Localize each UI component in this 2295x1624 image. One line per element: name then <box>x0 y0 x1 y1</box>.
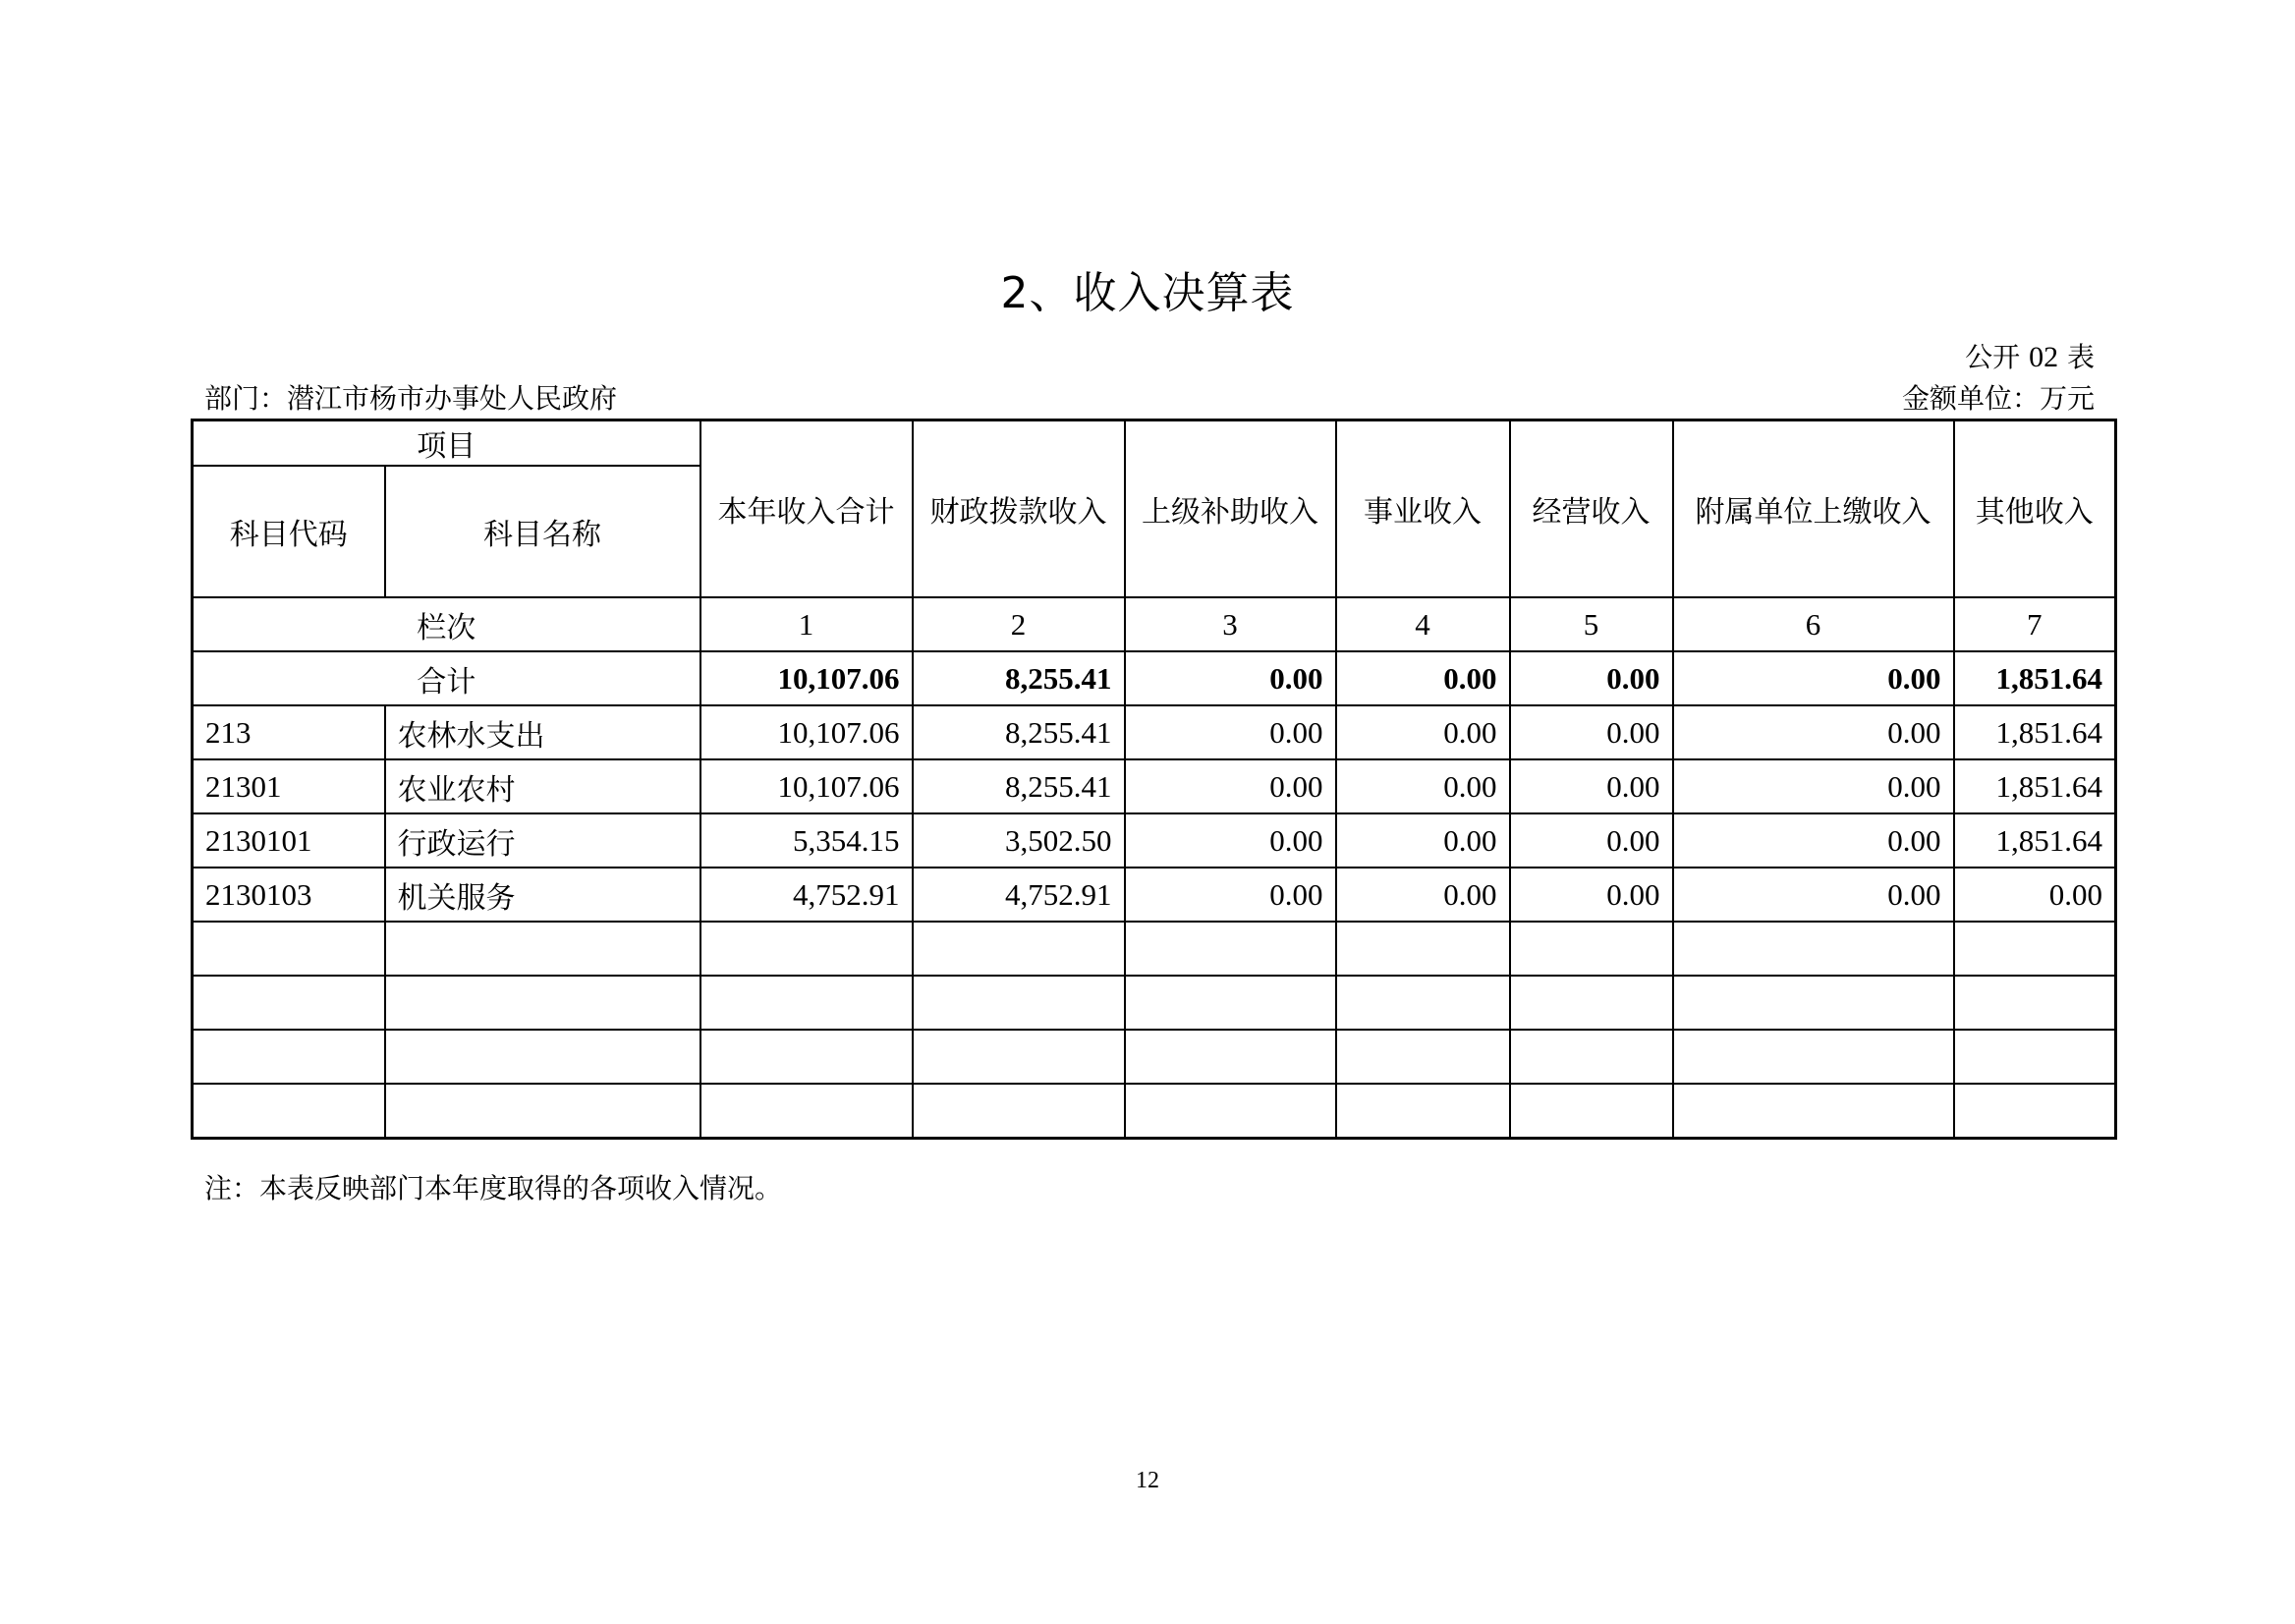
table-row <box>193 705 2116 759</box>
row-cell: 0.00 <box>1673 759 1954 813</box>
table-row <box>193 759 2116 813</box>
total-cell: 10,107.06 <box>700 651 913 705</box>
header-col-2: 财政拨款收入 <box>913 420 1125 598</box>
form-number-value: 02 <box>2029 341 2059 373</box>
row-cell: 0.00 <box>1336 759 1510 813</box>
table-note: 注：本表反映部门本年度取得的各项收入情况。 <box>204 1172 783 1204</box>
row-cell: 0.00 <box>1510 759 1673 813</box>
header-col-5: 经营收入 <box>1510 420 1673 598</box>
header-row-1 <box>193 420 2116 467</box>
total-row <box>193 651 2116 705</box>
empty-row <box>193 1030 2116 1084</box>
row-cell: 8,255.41 <box>913 705 1125 759</box>
row-code: 21301 <box>193 759 385 813</box>
amount-unit-label: 金额单位：万元 <box>1901 382 2095 415</box>
row-cell: 0.00 <box>1510 705 1673 759</box>
row-cell: 0.00 <box>1336 813 1510 868</box>
total-cell: 1,851.64 <box>1954 651 2116 705</box>
row-cell: 0.00 <box>1673 813 1954 868</box>
row-cell: 0.00 <box>1125 705 1336 759</box>
row-cell: 0.00 <box>1336 868 1510 922</box>
row-name: 机关服务 <box>385 868 700 922</box>
column-number: 7 <box>1954 597 2116 651</box>
row-cell: 0.00 <box>1510 813 1673 868</box>
page-title: 2、收入决算表 <box>1000 268 1295 318</box>
column-number: 3 <box>1125 597 1336 651</box>
row-name: 农林水支出 <box>385 705 700 759</box>
header-code: 科目代码 <box>193 466 385 597</box>
row-cell: 10,107.06 <box>700 705 913 759</box>
empty-row <box>193 976 2116 1030</box>
row-cell: 0.00 <box>1125 759 1336 813</box>
form-number-suffix: 表 <box>2066 341 2095 373</box>
row-cell: 0.00 <box>1336 705 1510 759</box>
row-cell: 8,255.41 <box>913 759 1125 813</box>
header-col-6: 附属单位上缴收入 <box>1673 420 1954 598</box>
row-name: 农业农村 <box>385 759 700 813</box>
form-number <box>1965 336 2095 375</box>
header-name: 科目名称 <box>385 466 700 597</box>
row-cell: 0.00 <box>1954 868 2116 922</box>
form-number-prefix: 公开 <box>1965 341 2021 373</box>
column-number-label: 栏次 <box>193 597 700 651</box>
total-cell: 0.00 <box>1510 651 1673 705</box>
row-name: 行政运行 <box>385 813 700 868</box>
row-cell: 0.00 <box>1125 813 1336 868</box>
row-cell: 10,107.06 <box>700 759 913 813</box>
column-number: 1 <box>700 597 913 651</box>
row-cell: 1,851.64 <box>1954 813 2116 868</box>
total-cell: 0.00 <box>1673 651 1954 705</box>
total-cell: 8,255.41 <box>913 651 1125 705</box>
table-row <box>193 868 2116 922</box>
column-number-row <box>193 597 2116 651</box>
column-number: 5 <box>1510 597 1673 651</box>
row-cell: 4,752.91 <box>913 868 1125 922</box>
header-col-1: 本年收入合计 <box>700 420 913 598</box>
header-col-3: 上级补助收入 <box>1125 420 1336 598</box>
row-cell: 4,752.91 <box>700 868 913 922</box>
column-number: 2 <box>913 597 1125 651</box>
total-cell: 0.00 <box>1125 651 1336 705</box>
table-row <box>193 813 2116 868</box>
header-project: 项目 <box>193 420 700 467</box>
row-cell: 1,851.64 <box>1954 705 2116 759</box>
column-number: 6 <box>1673 597 1954 651</box>
department-label: 部门：潜江市杨市办事处人民政府 <box>204 382 618 415</box>
row-cell: 0.00 <box>1673 868 1954 922</box>
total-label: 合计 <box>193 651 700 705</box>
row-cell: 3,502.50 <box>913 813 1125 868</box>
row-cell: 5,354.15 <box>700 813 913 868</box>
row-cell: 1,851.64 <box>1954 759 2116 813</box>
row-code: 2130101 <box>193 813 385 868</box>
row-cell: 0.00 <box>1510 868 1673 922</box>
empty-row <box>193 1084 2116 1139</box>
row-cell: 0.00 <box>1125 868 1336 922</box>
header-col-7: 其他收入 <box>1954 420 2116 598</box>
page-number: 12 <box>1136 1468 1159 1493</box>
column-number: 4 <box>1336 597 1510 651</box>
header-col-4: 事业收入 <box>1336 420 1510 598</box>
row-code: 213 <box>193 705 385 759</box>
total-cell: 0.00 <box>1336 651 1510 705</box>
row-code: 2130103 <box>193 868 385 922</box>
income-report-table <box>191 419 2117 1140</box>
empty-row <box>193 922 2116 976</box>
row-cell: 0.00 <box>1673 705 1954 759</box>
